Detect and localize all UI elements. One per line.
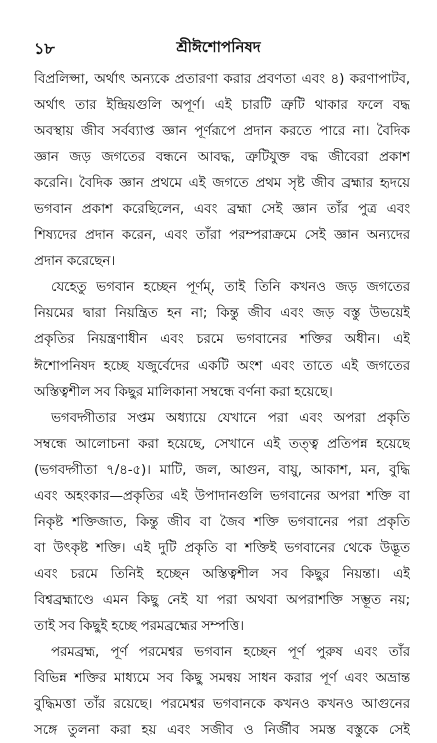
text-line: নিকৃষ্ট শক্তিজাত, কিন্তু জীব বা জৈব শক্তি ভগবানের পরা প্রকৃতি <box>34 513 410 530</box>
text-line: জ্ঞান জড় জগতের বন্ধনে আবদ্ধ, ত্রুটিযুক্ত বদ্ধ জীবেরা প্রকাশ <box>34 149 410 166</box>
text-line: প্রকৃতির নিয়ন্ত্রণাধীন এবং চরমে ভগবানের শক্তির অধীন। এই <box>34 331 410 348</box>
text-line: করেনি। বৈদিক জ্ঞান প্রথমে এই জগতে প্রথম সৃষ্ট জীব ব্রহ্মার হৃদয়ে <box>34 175 410 192</box>
text-line: অবস্থায় জীব সর্বব্যাপ্ত জ্ঞান পূর্ণরূপে প্রদান করতে পারে না। বৈদিক <box>34 123 410 140</box>
running-title: শ্রীঈশোপনিষদ <box>176 38 261 56</box>
text-line: বিপ্রলিপ্সা, অর্থাৎ অন্যকে প্রতারণা করার প্রবণতা এবং ৪) করণাপাটব, <box>34 71 410 87</box>
text-line: বুদ্ধিমত্তা তাঁর রয়েছে। পরমেশ্বর ভগবানকে কখনও কখনও আগুনের <box>34 696 410 713</box>
page-header <box>0 0 437 60</box>
text-line: তাই সব কিছুই হচ্ছে পরমব্রহ্মের সম্পত্তি। <box>34 617 244 634</box>
text-line: অর্থাৎ তার ইন্দ্রিয়গুলি অপূর্ণ। এই চারটি ত্রুটি থাকার ফলে বদ্ধ <box>34 97 410 114</box>
text-line: বা উৎকৃষ্ট শক্তি। এই দুটি প্রকৃতি বা শক্তিই ভগবানের থেকে উদ্ভূত <box>34 539 410 556</box>
text-line: সঙ্গে তুলনা করা হয় এবং সজীব ও নির্জীব সমস্ত বস্তুকে সেই <box>34 722 410 739</box>
text-line: (ভগবদ্গীতা ৭/৪-৫)। মাটি, জল, আগুন, বায়ু, আকাশ, মন, বুদ্ধি <box>34 461 410 478</box>
text-line: যেহেতু ভগবান হচ্ছেন পূর্ণম্, তাই তিনি কখনও জড় জগতের <box>51 279 410 296</box>
body-text <box>34 66 410 743</box>
text-line: বিভিন্ন শক্তির মাধ্যমে সব কিছু সমন্বয় সাধন করার পূর্ণ এবং অভ্রান্ত <box>34 670 410 687</box>
text-line: ঈশোপনিষদ হচ্ছে যজুর্বেদের একটি অংশ এবং তাতে এই জগতের <box>34 357 410 374</box>
text-line: বিশ্বব্রহ্মাণ্ডে এমন কিছু নেই যা পরা অথবা অপরাশক্তি সম্ভূত নয়; <box>34 591 410 608</box>
text-line: পরমব্রহ্ম, পূর্ণ পরমেশ্বর ভগবান হচ্ছেন পূর্ণ পুরুষ এবং তাঁর <box>51 644 410 661</box>
text-line: প্রদান করেছেন। <box>34 253 115 270</box>
text-line: ভগবদ্গীতার সপ্তম অধ্যায়ে যেখানে পরা এবং অপরা প্রকৃতি <box>51 409 410 426</box>
text-line: এবং চরমে তিনিই হচ্ছেন অস্তিত্বশীল সব কিছুর নিয়ন্তা। এই <box>34 565 410 582</box>
text-line: অস্তিত্বশীল সব কিছুর মালিকানা সম্বন্ধে বর্ণনা করা হয়েছে। <box>34 383 333 400</box>
text-line: শিষ্যদের প্রদান করেন, এবং তাঁরা পরম্পরাক্রমে সেই জ্ঞান অন্যদের <box>34 227 410 244</box>
text-line: সম্বন্ধে আলোচনা করা হয়েছে, সেখানে এই তত্ত্ব প্রতিপন্ন হয়েছে <box>34 435 410 452</box>
text-line: এবং অহংকার—প্রকৃতির এই উপাদানগুলি ভগবানের অপরা শক্তি বা <box>34 487 410 504</box>
text-line: ভগবান প্রকাশ করেছিলেন, এবং ব্রহ্মা সেই জ্ঞান তাঁর পুত্র এবং <box>34 201 410 218</box>
text-line: নিয়মের দ্বারা নিয়ন্ত্রিত হন না; কিন্তু জীব এবং জড় বস্তু উভয়েই <box>34 305 410 322</box>
page-number: ১৮ <box>34 39 55 58</box>
